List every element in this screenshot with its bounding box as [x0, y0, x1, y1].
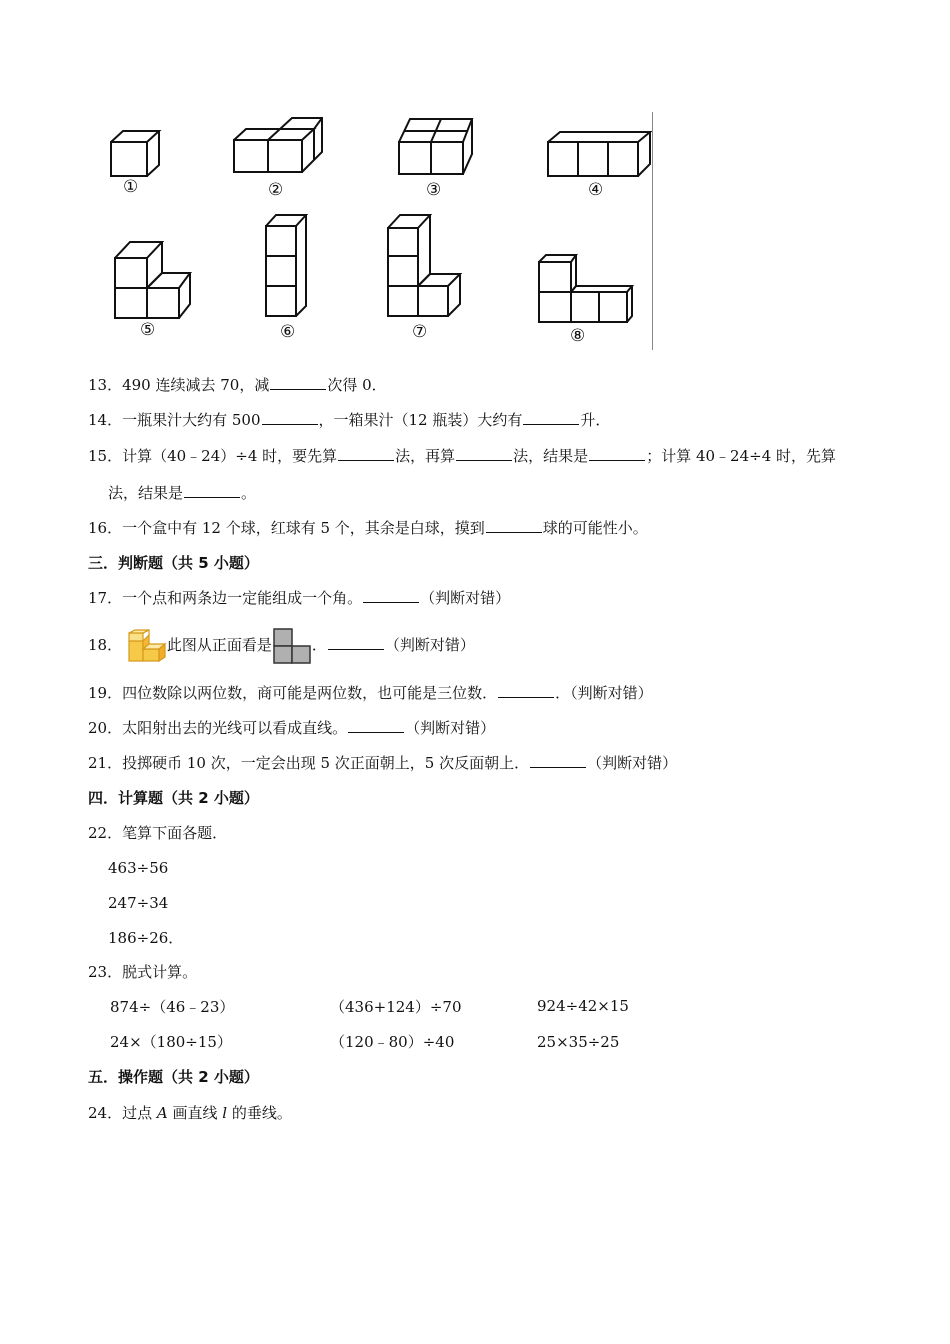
- answer-blank[interactable]: [363, 588, 419, 603]
- calc-item: 247÷34: [108, 894, 169, 912]
- calc-item: （436+124）÷70: [330, 998, 462, 1016]
- question-17: 17．一个点和两条边一定能组成一个角。 （判断对错）: [88, 589, 511, 607]
- answer-blank[interactable]: [270, 375, 326, 390]
- figure-label: ④: [588, 180, 604, 200]
- question-14: 14．一瓶果汁大约有 500 ，一箱果汁（12 瓶装）大约有 升．: [88, 411, 611, 429]
- figure-5: [112, 238, 194, 320]
- calc-item: 25×35÷25: [537, 1033, 620, 1051]
- answer-blank[interactable]: [456, 446, 512, 461]
- figure-label: ①: [123, 177, 139, 197]
- figure-4: [546, 130, 652, 180]
- calc-item: 924÷42×15: [537, 997, 629, 1015]
- question-16: 16．一个盒中有 12 个球，红球有 5 个，其余是白球，摸到 球的可能性小。: [88, 519, 648, 537]
- figure-6: [262, 212, 308, 322]
- front-view-grid-icon: [272, 627, 312, 665]
- question-19: 19．四位数除以两位数，商可能是两位数，也可能是三位数． ．（判断对错）: [88, 684, 653, 702]
- figure-2: [232, 114, 328, 180]
- answer-blank[interactable]: [589, 446, 645, 461]
- answer-blank[interactable]: [338, 446, 394, 461]
- line-l: l: [222, 1104, 228, 1122]
- calc-item: 186÷26．: [108, 929, 184, 947]
- answer-blank[interactable]: [498, 683, 554, 698]
- figure-label: ②: [268, 180, 284, 200]
- answer-blank[interactable]: [348, 718, 404, 733]
- section-3-heading: 三．判断题（共 5 小题）: [88, 554, 259, 572]
- question-20: 20．太阳射出去的光线可以看成直线。 （判断对错）: [88, 719, 496, 737]
- yellow-cubes-icon: [127, 629, 167, 663]
- section-4-heading: 四．计算题（共 2 小题）: [88, 789, 259, 807]
- question-21: 21．投掷硬币 10 次，一定会出现 5 次正面朝上，5 次反面朝上． （判断对错）: [88, 754, 678, 772]
- answer-blank[interactable]: [486, 518, 542, 533]
- answer-blank[interactable]: [184, 483, 240, 498]
- figure-label: ⑥: [280, 322, 296, 342]
- question-18: 18． 此图从正面看是 ． （判断对错）: [88, 627, 475, 665]
- answer-blank[interactable]: [262, 410, 318, 425]
- figure-border-line: [652, 112, 653, 350]
- answer-blank[interactable]: [530, 753, 586, 768]
- section-5-heading: 五．操作题（共 2 小题）: [88, 1068, 259, 1086]
- answer-blank[interactable]: [523, 410, 579, 425]
- calc-item: 463÷56: [108, 859, 169, 877]
- calc-item: 874÷（46﹣23）: [110, 998, 235, 1016]
- figure-label: ⑤: [140, 320, 156, 340]
- figure-label: ③: [426, 180, 442, 200]
- question-13: 13．490 连续减去 70，减 次得 0．: [88, 376, 387, 394]
- figure-label: ⑧: [570, 326, 586, 346]
- figure-label: ⑦: [412, 322, 428, 342]
- question-15-continued: 法，结果是 。: [108, 484, 257, 502]
- cube-figures: [100, 112, 655, 350]
- question-15: 15．计算（40﹣24）÷4 时，要先算 法，再算 法，结果是 ；计算 40﹣24÷4 时，先算: [88, 447, 837, 465]
- calc-item: （120﹣80）÷40: [330, 1033, 455, 1051]
- question-23: 23．脱式计算。: [88, 963, 198, 981]
- figure-7: [384, 212, 466, 322]
- question-24: 24．过点 A 画直线 l 的垂线。: [88, 1104, 292, 1122]
- figure-3: [396, 114, 476, 184]
- point-a: A: [156, 1104, 168, 1122]
- calc-item: 24×（180÷15）: [110, 1033, 232, 1051]
- answer-blank[interactable]: [328, 635, 384, 650]
- figure-8: [536, 252, 636, 324]
- question-22: 22．笔算下面各题．: [88, 824, 228, 842]
